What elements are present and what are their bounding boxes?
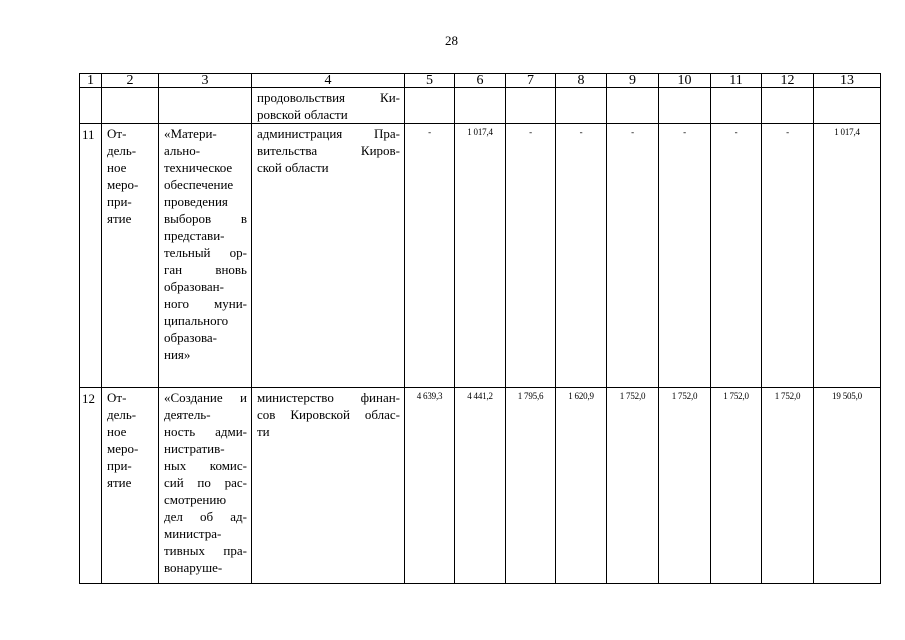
- cell-value: -: [607, 124, 659, 388]
- text-line: ных комис-: [164, 458, 247, 473]
- text-line: «Матери-: [164, 126, 217, 141]
- cell-executor: [252, 88, 405, 124]
- text-line: ально-: [164, 143, 201, 158]
- text-line: продовольствия Ки-: [257, 90, 400, 105]
- text-line: От-: [107, 126, 127, 141]
- cell-executor: [252, 124, 405, 388]
- header-cell: 2: [102, 74, 159, 88]
- cell-value: 1 752,0: [711, 388, 762, 584]
- cell-type: [102, 124, 159, 388]
- text-line: меро-: [107, 441, 139, 456]
- cell-value: 1 752,0: [659, 388, 711, 584]
- continuation-row: [80, 88, 881, 124]
- text-line: От-: [107, 390, 127, 405]
- text-line: образован-: [164, 279, 224, 294]
- cell-name: [159, 388, 252, 584]
- text-line: ровской области: [257, 107, 348, 122]
- text-line: техническое: [164, 160, 233, 175]
- cell-name: [159, 88, 252, 124]
- text-line: образова-: [164, 330, 218, 345]
- header-cell: 6: [455, 74, 506, 88]
- text-line: ской области: [257, 160, 329, 175]
- text-line: дель-: [107, 407, 137, 422]
- header-cell: 5: [405, 74, 455, 88]
- header-cell: 1: [80, 74, 102, 88]
- text-line: тивных пра-: [164, 543, 247, 558]
- text-line: обеспечение: [164, 177, 234, 192]
- table-row-12: [80, 388, 881, 584]
- cell-num: 12: [80, 388, 102, 584]
- header-cell: 4: [252, 74, 405, 88]
- text-line: ное: [107, 424, 127, 439]
- cell-value: 1 752,0: [607, 388, 659, 584]
- cell-type: [102, 388, 159, 584]
- header-cell: 13: [814, 74, 881, 88]
- cell-value: 1 017,4: [455, 124, 506, 388]
- cell-type: [102, 88, 159, 124]
- text-line: выборов в: [164, 211, 247, 226]
- page-number: 28: [445, 33, 458, 48]
- text-line: нистратив-: [164, 441, 225, 456]
- header-row: [80, 74, 881, 88]
- cell-num: [80, 88, 102, 124]
- text-line: вительства Киров-: [257, 143, 400, 158]
- text-line: министерство финан-: [257, 390, 400, 405]
- text-line: ган вновь: [164, 262, 247, 277]
- cell-value: 1 795,6: [506, 388, 556, 584]
- text-line: ципального: [164, 313, 229, 328]
- text-line: деятель-: [164, 407, 211, 422]
- header-cell: 7: [506, 74, 556, 88]
- text-line: сий по рас-: [164, 475, 247, 490]
- cell-num: 11: [80, 124, 102, 388]
- text-line: ное: [107, 160, 127, 175]
- cell-value: 1 620,9: [556, 388, 607, 584]
- text-line: «Создание и: [164, 390, 247, 405]
- cell-value: -: [711, 124, 762, 388]
- text-line: ти: [257, 424, 270, 439]
- text-line: министра-: [164, 526, 222, 541]
- header-cell: 3: [159, 74, 252, 88]
- cell-value: 4 639,3: [405, 388, 455, 584]
- cell-value: -: [556, 124, 607, 388]
- text-line: смотрению: [164, 492, 227, 507]
- header-cell: 9: [607, 74, 659, 88]
- header-cell: 8: [556, 74, 607, 88]
- text-line: ного муни-: [164, 296, 247, 311]
- header-cell: 10: [659, 74, 711, 88]
- cell-value: 1 017,4: [814, 124, 881, 388]
- cell-value: -: [405, 124, 455, 388]
- cell-value: -: [506, 124, 556, 388]
- cell-value: -: [762, 124, 814, 388]
- cell-value: 4 441,2: [455, 388, 506, 584]
- text-line: ятие: [107, 475, 132, 490]
- text-line: меро-: [107, 177, 139, 192]
- text-line: тельный ор-: [164, 245, 247, 260]
- header-cell: 12: [762, 74, 814, 88]
- text-line: дель-: [107, 143, 137, 158]
- text-line: при-: [107, 194, 132, 209]
- cell-name: [159, 124, 252, 388]
- text-line: ятие: [107, 211, 132, 226]
- text-line: проведения: [164, 194, 228, 209]
- text-line: администрация Пра-: [257, 126, 400, 141]
- cell-value: 19 505,0: [814, 388, 881, 584]
- table-row-11: [80, 124, 881, 388]
- text-line: вонаруше-: [164, 560, 223, 575]
- cell-value: 1 752,0: [762, 388, 814, 584]
- text-line: при-: [107, 458, 132, 473]
- program-table: [79, 73, 881, 584]
- cell-value: -: [659, 124, 711, 388]
- text-line: ность адми-: [164, 424, 247, 439]
- text-line: сов Кировской облас-: [257, 407, 400, 422]
- text-line: представи-: [164, 228, 225, 243]
- header-cell: 11: [711, 74, 762, 88]
- cell-executor: [252, 388, 405, 584]
- text-line: дел об ад-: [164, 509, 247, 524]
- text-line: ния»: [164, 347, 191, 362]
